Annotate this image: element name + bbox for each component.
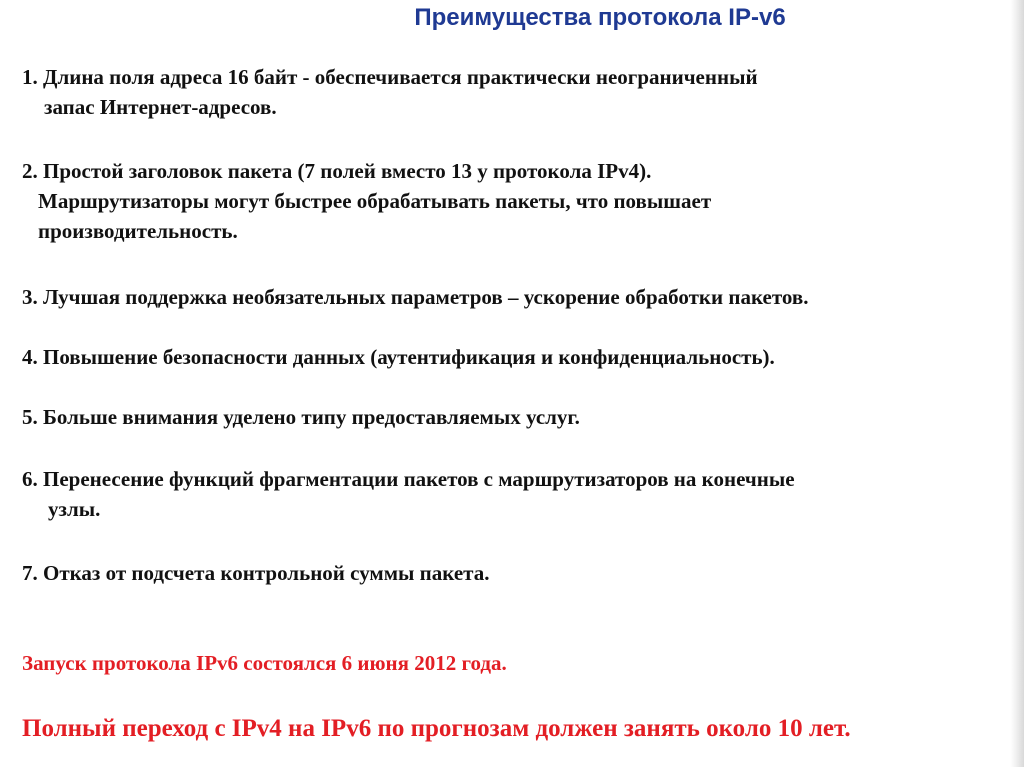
item-2-line-1: 2. Простой заголовок пакета (7 полей вместо 13 у протокола IPv4). — [22, 159, 652, 183]
launch-note: Запуск протокола IPv6 состоялся 6 июня 2012 года. — [22, 651, 507, 675]
item-4-line-1: 4. Повышение безопасности данных (аутентификация и конфиденциальность). — [22, 345, 775, 369]
item-2-line-3: производительность. — [38, 219, 238, 243]
item-1-line-1: 1. Длина поля адреса 16 байт - обеспечивается практически неограниченный — [22, 65, 758, 89]
item-6-line-1: 6. Перенесение функций фрагментации пакетов с маршрутизаторов на конечные — [22, 467, 795, 491]
transition-note: Полный переход с IPv4 на IPv6 по прогнозам должен занять около 10 лет. — [22, 715, 851, 742]
item-1-line-2: запас Интернет-адресов. — [44, 95, 277, 119]
slide-title: Преимущества протокола IP-v6 — [414, 4, 786, 31]
item-5-line-1: 5. Больше внимания уделено типу предоставляемых услуг. — [22, 405, 580, 429]
item-7-line-1: 7. Отказ от подсчета контрольной суммы пакета. — [22, 561, 490, 585]
item-6-line-2: узлы. — [48, 497, 101, 521]
slide-edge-shadow — [1010, 0, 1024, 767]
item-3-line-1: 3. Лучшая поддержка необязательных параметров – ускорение обработки пакетов. — [22, 285, 809, 309]
item-2-line-2: Маршрутизаторы могут быстрее обрабатывать пакеты, что повышает — [38, 189, 712, 213]
